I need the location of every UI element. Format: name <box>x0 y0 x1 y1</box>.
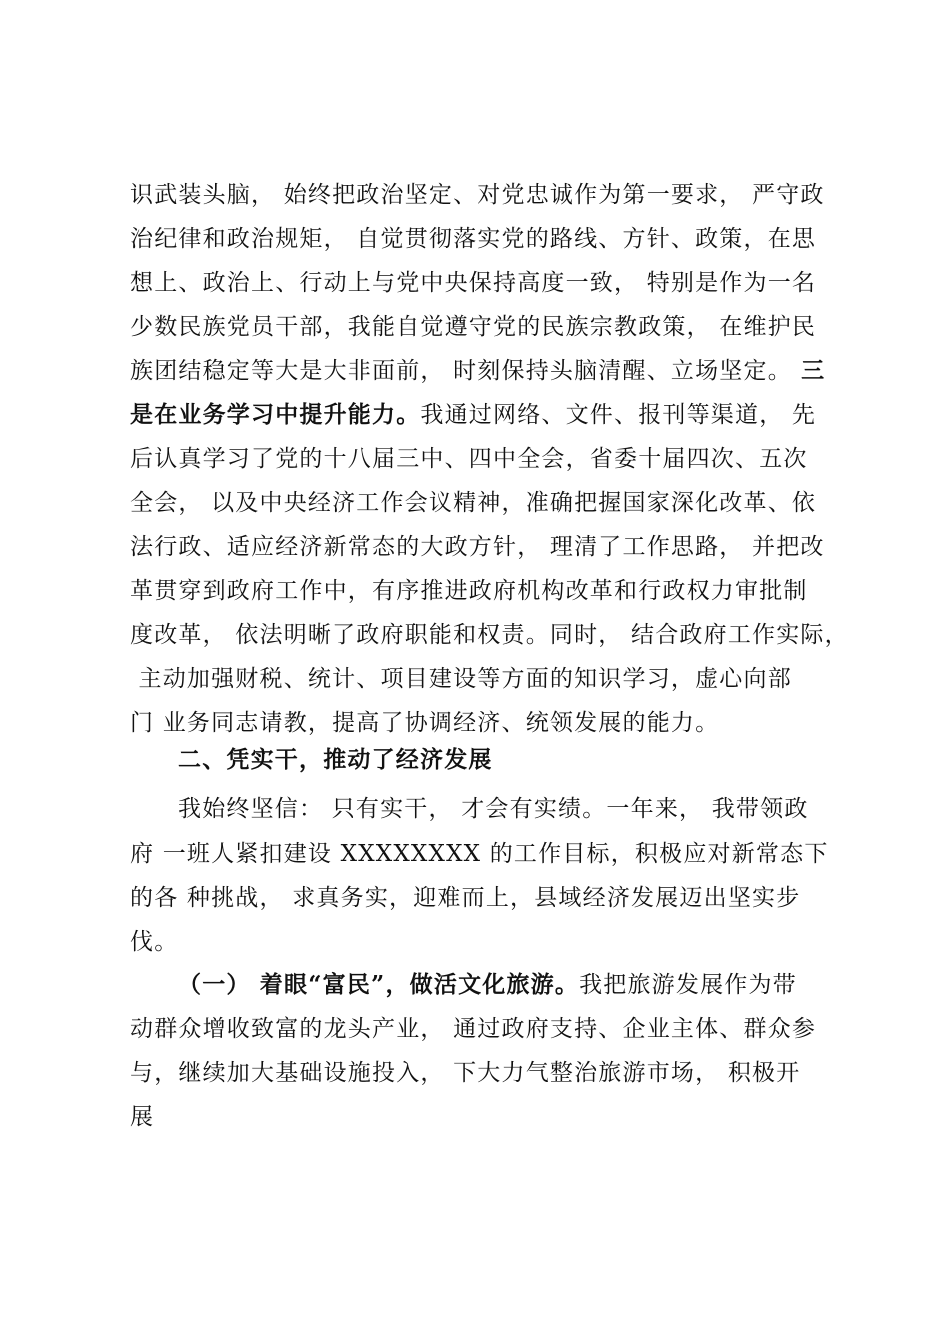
body-text-line: 的各 种挑战， 求真务实，迎难而上，县域经济发展迈出坚实步 <box>130 885 801 911</box>
body-text-line: 府 一班人紧扣建设 XXXXXXXX 的工作目标，积极应对新常态下 <box>130 841 829 867</box>
body-text-line: 后认真学习了党的十八届三中、四中全会，省委十届四次、五次 <box>130 446 808 472</box>
body-text-line <box>130 356 825 386</box>
subsection-lead: （一） 着眼“富民”，做活文化旅游。 <box>178 971 580 998</box>
body-text-line <box>130 400 816 430</box>
body-text-line: 法行政、适应经济新常态的大政方针， 理清了工作思路， 并把改 <box>130 534 825 560</box>
body-text-line: 度改革， 依法明晰了政府职能和权责。同时， 结合政府工作实际， <box>130 622 849 648</box>
emphasis-text: 三 <box>791 357 826 384</box>
body-text-line: 我始终坚信： 只有实干， 才会有实绩。一年来， 我带领政 <box>178 796 809 822</box>
body-text-segment: 族团结稳定等大是大非面前， 时刻保持头脑清醒、立场坚定。 <box>130 358 792 384</box>
body-text-line: 治纪律和政治规矩， 自觉贯彻落实党的路线、方针、政策，在思 <box>130 226 817 252</box>
body-text-line: 与，继续加大基础设施投入， 下大力气整治旅游市场， 积极开 <box>130 1060 801 1086</box>
body-text-line: 伐。 <box>130 929 179 955</box>
body-text-line: 门 业务同志请教，提高了协调经济、统领发展的能力。 <box>130 710 720 736</box>
body-text-line: 识武装头脑， 始终把政治坚定、对党忠诚作为第一要求， 严守政 <box>130 182 825 208</box>
body-text-line: 动群众增收致富的龙头产业， 通过政府支持、企业主体、群众参 <box>130 1016 817 1042</box>
body-text-line: 想上、政治上、行动上与党中央保持高度一致， 特别是作为一名 <box>130 270 817 296</box>
body-text-segment: 我把旅游发展作为带 <box>579 972 797 998</box>
emphasis-text: 是在业务学习中提升能力。 <box>130 401 421 428</box>
body-text-segment: 我通过网络、文件、报刊等渠道， 先 <box>420 402 817 428</box>
body-text-line <box>178 970 797 1000</box>
body-text-line: 全会， 以及中央经济工作会议精神，准确把握国家深化改革、依 <box>130 490 817 516</box>
body-text-line: 少数民族党员干部，我能自觉遵守党的民族宗教政策， 在维护民 <box>130 314 817 340</box>
body-text-line: 主动加强财税、统计、项目建设等方面的知识学习，虚心向部 <box>130 666 792 692</box>
body-text-line: 展 <box>130 1104 155 1130</box>
section-heading: 二、凭实干，推动了经济发展 <box>178 746 493 773</box>
body-text-line: 革贯穿到政府工作中，有序推进政府机构改革和行政权力审批制 <box>130 578 808 604</box>
